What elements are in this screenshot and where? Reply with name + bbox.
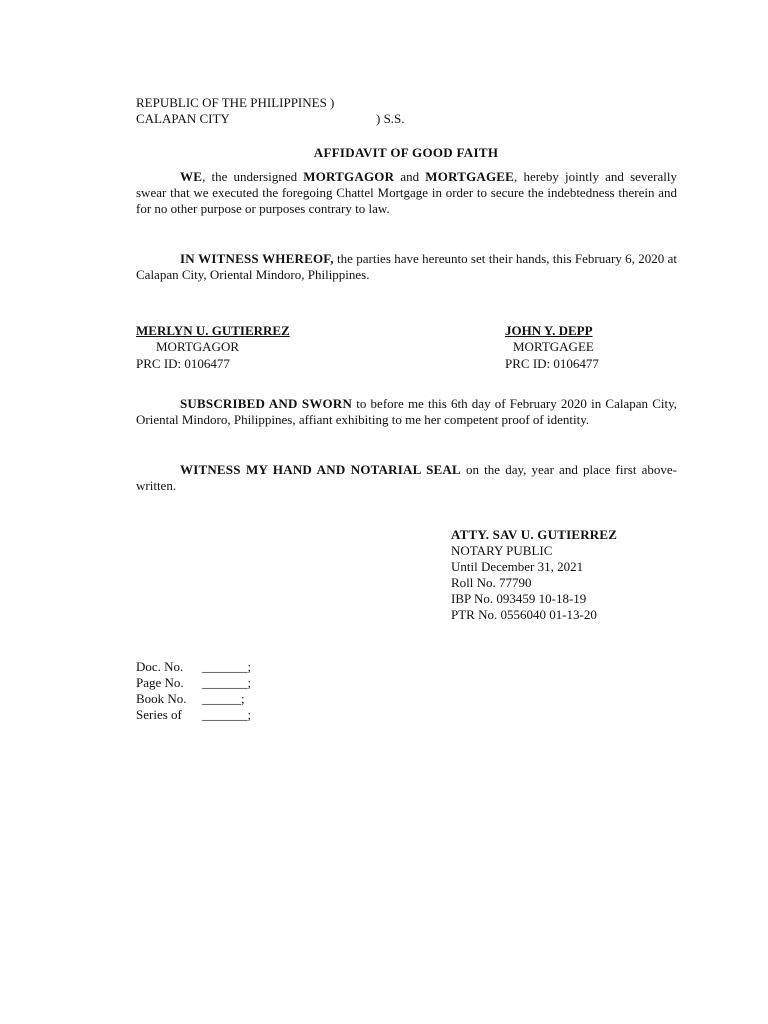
mortgagor-role: MORTGAGOR <box>156 339 240 354</box>
paragraph-good-faith <box>136 169 677 217</box>
notary-name: ATTY. SAV U. GUTIERREZ <box>451 527 618 542</box>
notary-block <box>451 527 617 623</box>
doc-blank: _______; <box>202 659 252 674</box>
paragraph-witness-whereof <box>136 251 677 283</box>
book-label: Book No. <box>136 691 187 706</box>
mortgagee-bold: MORTGAGEE <box>425 169 515 184</box>
notary-roll: Roll No. 77790 <box>451 575 532 590</box>
registry-book <box>136 691 251 707</box>
para2-text: the parties have hereunto set their hands, this February 6, 2020 at Calapan City, Oriental Mindoro, Philippines. <box>136 251 677 282</box>
we-bold: WE <box>180 169 203 184</box>
para1-text-2: and <box>394 169 426 184</box>
witness-whereof-bold: IN WITNESS WHEREOF, <box>180 251 334 266</box>
para1-text-3: , hereby jointly and severally swear that we executed the foregoing Chattel Mortgage in order to secure the indebtedness therein and for no other purpose or purposes contrary to law. <box>136 169 677 216</box>
venue-line-2 <box>136 111 230 127</box>
document-title: AFFIDAVIT OF GOOD FAITH <box>313 145 499 160</box>
registry-doc <box>136 659 251 675</box>
registry-series <box>136 707 251 723</box>
paragraph-subscribed <box>136 396 677 428</box>
mortgagee-name: JOHN Y. DEPP <box>505 323 593 338</box>
para4-text: on the day, year and place first above-written. <box>136 462 677 493</box>
paragraph-notarial-seal <box>136 462 677 494</box>
doc-label: Doc. No. <box>136 659 184 674</box>
mortgagor-name: MERLYN U. GUTIERREZ <box>136 323 290 338</box>
para1-text-1: , the undersigned <box>202 169 304 184</box>
notarial-registry <box>136 659 251 723</box>
book-blank: ______; <box>202 691 245 706</box>
venue-line-1: REPUBLIC OF THE PHILIPPINES ) <box>136 95 335 110</box>
series-label: Series of <box>136 707 182 722</box>
series-blank: _______; <box>202 707 252 722</box>
page-blank: _______; <box>202 675 252 690</box>
mortgagee-id: PRC ID: 0106477 <box>505 356 599 371</box>
venue-city: CALAPAN CITY <box>136 111 230 126</box>
notarial-seal-bold: WITNESS MY HAND AND NOTARIAL SEAL <box>180 462 461 477</box>
mortgagee-role: MORTGAGEE <box>513 339 594 354</box>
notary-ibp: IBP No. 093459 10-18-19 <box>451 591 587 606</box>
registry-page <box>136 675 251 691</box>
notary-ptr: PTR No. 0556040 01-13-20 <box>451 607 597 622</box>
subscribed-sworn-bold: SUBSCRIBED AND SWORN <box>180 396 353 411</box>
notary-title: NOTARY PUBLIC <box>451 543 553 558</box>
page-label: Page No. <box>136 675 184 690</box>
mortgagor-id: PRC ID: 0106477 <box>136 356 230 371</box>
mortgagor-bold: MORTGAGOR <box>303 169 395 184</box>
notary-commission: Until December 31, 2021 <box>451 559 584 574</box>
para3-text: to before me this 6th day of February 2020 in Calapan City, Oriental Mindoro, Philippines, affiant exhibiting to me her competent proof of identity. <box>136 396 677 427</box>
venue-ss: ) S.S. <box>376 111 405 126</box>
